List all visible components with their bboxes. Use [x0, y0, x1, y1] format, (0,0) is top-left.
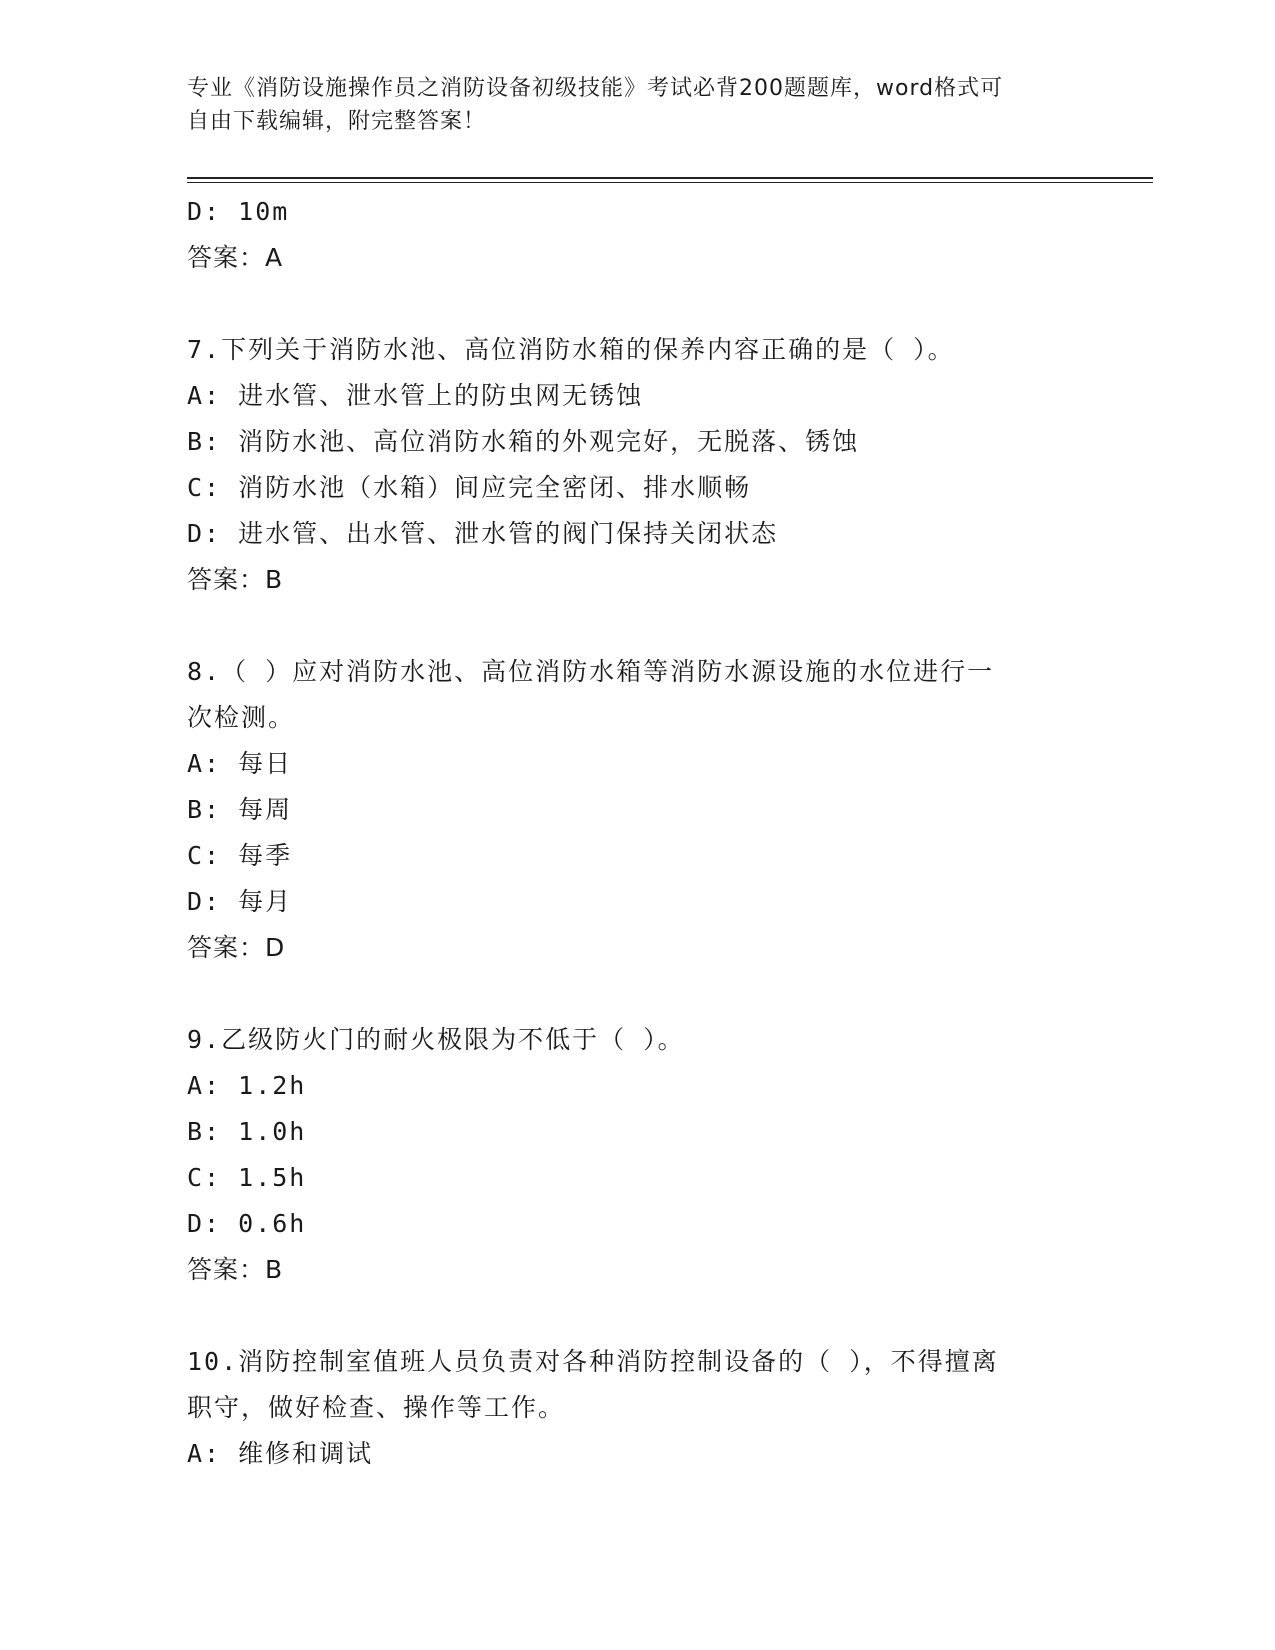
- option-b: B: 消防水池、高位消防水箱的外观完好，无脱落、锈蚀: [187, 427, 860, 456]
- question-stem-line-2: 次检测。: [187, 703, 296, 732]
- question-stem-line-1: 8.（ ）应对消防水池、高位消防水箱等消防水源设施的水位进行一: [187, 657, 995, 686]
- question-7: [187, 327, 1087, 603]
- question-stem: 7.下列关于消防水池、高位消防水箱的保养内容正确的是（ ）。: [187, 335, 955, 364]
- option-c: C: 消防水池（水箱）间应完全密闭、排水顺畅: [187, 473, 752, 502]
- question-list: [187, 189, 1087, 1477]
- header-divider-thick: [187, 177, 1153, 179]
- header-divider-thin: [187, 182, 1153, 183]
- option-a: A: 1.2h: [187, 1071, 307, 1100]
- question-10: [187, 1339, 1087, 1477]
- question-stem-line-1: 10.消防控制室值班人员负责对各种消防控制设备的（ ），不得擅离: [187, 1347, 999, 1376]
- question-stem: 9.乙级防火门的耐火极限为不低于（ ）。: [187, 1025, 685, 1054]
- header-title-line-2: 自由下载编辑，附完整答案！: [187, 109, 487, 134]
- option-d: D: 0.6h: [187, 1209, 307, 1238]
- option-d: D: 每月: [187, 887, 293, 916]
- option-a: A: 维修和调试: [187, 1439, 374, 1468]
- spacer: [187, 603, 1087, 649]
- option-a: A: 进水管、泄水管上的防虫网无锈蚀: [187, 381, 644, 410]
- option-d: D: 10m: [187, 197, 290, 226]
- question-6-tail: [187, 189, 1087, 281]
- option-d: D: 进水管、出水管、泄水管的阀门保持关闭状态: [187, 519, 779, 548]
- answer: 答案：B: [187, 565, 284, 594]
- spacer: [187, 281, 1087, 327]
- question-9: [187, 1017, 1087, 1293]
- option-c: C: 每季: [187, 841, 293, 870]
- spacer: [187, 1293, 1087, 1339]
- header-title-line-1: 专业《消防设施操作员之消防设备初级技能》考试必背200题题库，word格式可: [187, 76, 1004, 101]
- question-8: [187, 649, 1087, 971]
- answer: 答案：A: [187, 243, 284, 272]
- answer: 答案：B: [187, 1255, 284, 1284]
- answer: 答案：D: [187, 933, 286, 962]
- spacer: [187, 971, 1087, 1017]
- option-c: C: 1.5h: [187, 1163, 307, 1192]
- question-stem-line-2: 职守，做好检查、操作等工作。: [187, 1393, 566, 1422]
- option-a: A: 每日: [187, 749, 293, 778]
- option-b: B: 每周: [187, 795, 293, 824]
- document-header: [187, 72, 1067, 138]
- option-b: B: 1.0h: [187, 1117, 307, 1146]
